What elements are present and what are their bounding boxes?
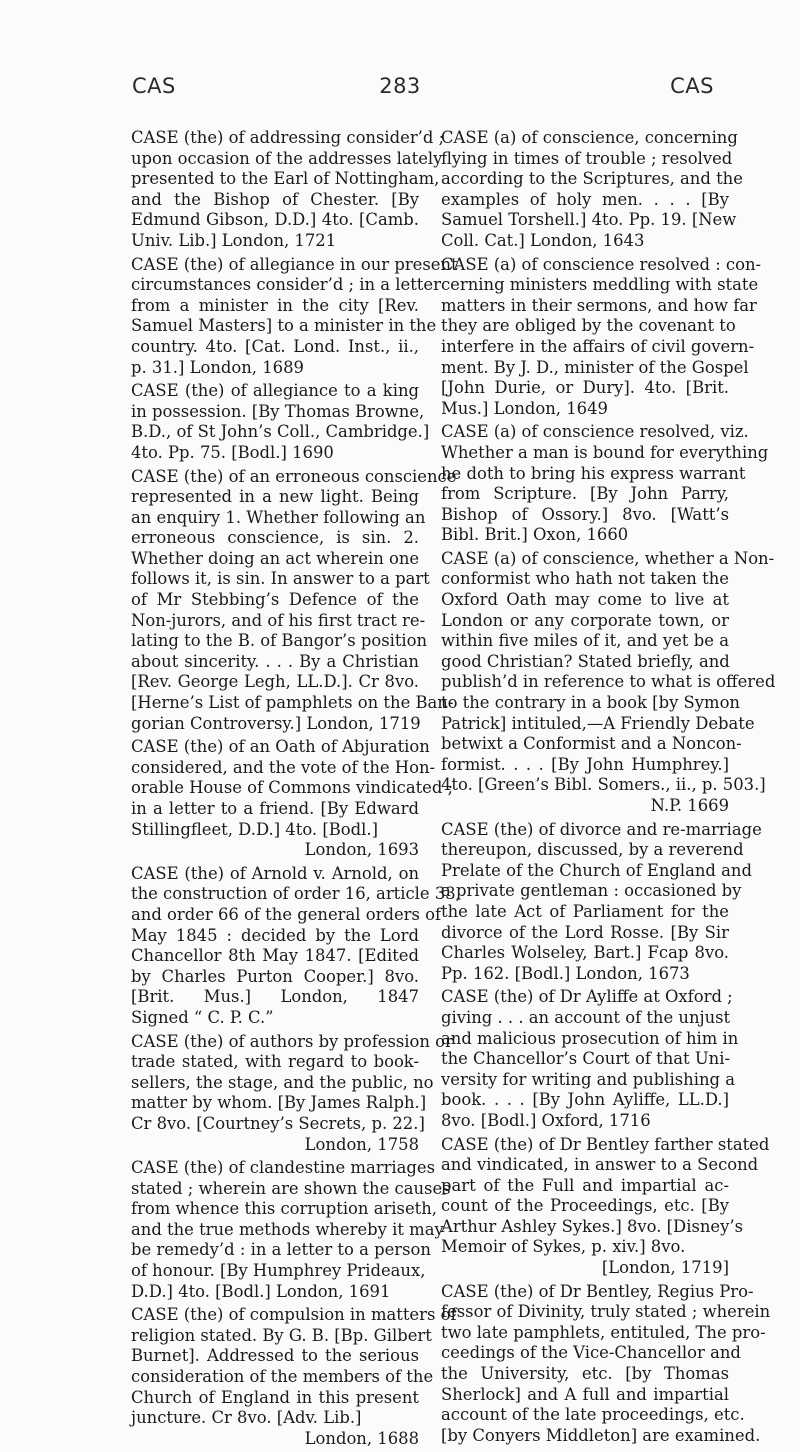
entry-line: conformist who hath not taken the — [441, 569, 729, 589]
entry-line: CASE (the) of Dr Ayliffe at Oxford ; — [441, 987, 733, 1007]
entry-line: Pp. 162. [Bodl.] London, 1673 — [441, 963, 690, 983]
entry-line: CASE (the) of clandestine marriages — [131, 1158, 436, 1178]
entry-line: represented in a new light. Being — [131, 487, 419, 507]
entry-line: Bibl. Brit.] Oxon, 1660 — [441, 525, 629, 545]
entry-line: religion stated. By G. B. [Bp. Gilbert — [131, 1325, 432, 1345]
entry-line: Patrick] intituled,—A Friendly Debate — [441, 713, 755, 733]
entry-line: presented to the Earl of Nottingham, — [131, 169, 440, 189]
bibliography-entry — [441, 1281, 771, 1447]
bibliography-entry — [131, 863, 461, 1029]
entry-line: by Charles Purton Cooper.] 8vo. — [131, 966, 419, 986]
entry-line: an enquiry 1. Whether following an — [131, 507, 426, 527]
entry-line: CASE (the) of Dr Bentley, Regius Pro- — [441, 1281, 754, 1301]
entry-line: D.D.] 4to. [Bodl.] London, 1691 — [131, 1281, 391, 1301]
entry-line: Non-jurors, and of his first tract re- — [131, 610, 426, 630]
entry-line: they are obliged by the covenant to — [441, 316, 736, 336]
entry-line: formist. . . . [By John Humphrey.] — [441, 754, 729, 774]
page-number: 283 — [379, 74, 421, 98]
entry-line: CASE (the) of Dr Bentley farther stated — [441, 1134, 770, 1154]
entry-line: he doth to bring his express warrant — [441, 463, 746, 483]
entry-line: ceedings of the Vice-Chancellor and — [441, 1343, 741, 1363]
entry-line: book. . . . [By John Ayliffe, LL.D.] — [441, 1090, 729, 1110]
entry-line: Samuel Torshell.] 4to. Pp. 19. [New — [441, 210, 737, 230]
entry-line: CASE (the) of allegiance in our present — [131, 254, 458, 274]
header-right-catchword: CAS — [670, 74, 714, 98]
entry-line: a private gentleman : occasioned by — [441, 881, 742, 901]
bibliography-entry — [131, 1305, 457, 1449]
entry-line: CASE (a) of conscience resolved : con- — [441, 254, 762, 274]
entry-line: Burnet]. Addressed to the serious — [131, 1346, 419, 1366]
entry-line: [Brit. Mus.] London, 1847 — [131, 987, 419, 1007]
entry-line: ment. By J. D., minister of the Gospel — [441, 357, 749, 377]
entry-line: London, 1693 — [304, 840, 419, 860]
entry-line: CASE (the) of compulsion in matters of — [131, 1305, 457, 1325]
entry-line: Memoir of Sykes, p. xiv.] 8vo. — [441, 1237, 686, 1257]
entry-line: Samuel Masters] to a minister in the — [131, 316, 437, 336]
entry-line: Oxford Oath may come to live at — [441, 590, 729, 610]
entry-line: considered, and the vote of the Hon- — [131, 757, 436, 777]
entry-line: matter by whom. [By James Ralph.] — [131, 1093, 427, 1113]
entry-line: two late pamphlets, entituled, The pro- — [441, 1322, 766, 1342]
entry-line: count of the Proceedings, etc. [By — [441, 1196, 729, 1216]
bibliography-entry — [131, 466, 457, 735]
entry-line: of Mr Stebbing’s Defence of the — [131, 590, 419, 610]
entry-line: 4to. Pp. 75. [Bodl.] 1690 — [131, 442, 334, 462]
entry-line: p. 31.] London, 1689 — [131, 357, 304, 377]
entry-line: London, 1758 — [304, 1134, 419, 1154]
entry-line: from whence this corruption ariseth, — [131, 1199, 438, 1219]
entry-line: 8vo. [Bodl.] Oxford, 1716 — [441, 1110, 651, 1130]
entry-line: [by Conyers Middleton] are examined. — [441, 1425, 761, 1445]
entry-line: and the true methods whereby it may — [131, 1219, 444, 1239]
entry-line: CASE (the) of an erroneous conscience — [131, 466, 457, 486]
entry-line: Univ. Lib.] London, 1721 — [131, 230, 337, 250]
entry-line: Sherlock] and A full and impartial — [441, 1384, 729, 1404]
entry-line: publish’d in reference to what is offered — [441, 672, 776, 692]
entry-line: account of the late proceedings, etc. — [441, 1405, 745, 1425]
entry-line: B.D., of St John’s Coll., Cambridge.] — [131, 422, 430, 442]
entry-line: London or any corporate town, or — [441, 610, 729, 630]
entry-line: [London, 1719] — [601, 1258, 729, 1278]
entry-line: the late Act of Parliament for the — [441, 901, 729, 921]
entry-line: [John Durie, or Dury]. 4to. [Brit. — [441, 378, 729, 398]
entry-line: of honour. [By Humphrey Prideaux, — [131, 1261, 426, 1281]
entry-line: interfere in the affairs of civil govern- — [441, 336, 755, 356]
entry-line: and vindicated, in answer to a Second — [441, 1155, 759, 1175]
bibliography-entry — [131, 737, 454, 861]
entry-line: orable House of Commons vindicated ; — [131, 778, 454, 798]
entry-line: the University, etc. [by Thomas — [441, 1364, 729, 1384]
entry-line: CASE (a) of conscience resolved, viz. — [441, 422, 749, 442]
entry-line: CASE (the) of divorce and re-marriage — [441, 819, 762, 839]
bibliography-entry — [131, 254, 458, 379]
entry-line: thereupon, discussed, by a reverend — [441, 840, 744, 860]
entry-line: Signed “ C. P. C.” — [131, 1007, 274, 1027]
entry-line: in possession. [By Thomas Browne, — [131, 401, 425, 421]
entry-line: from Scripture. [By John Parry, — [441, 484, 729, 504]
entry-line: trade stated, with regard to book- — [131, 1052, 419, 1072]
entry-line: CASE (the) of Arnold v. Arnold, on — [131, 863, 419, 883]
bibliography-entry — [131, 1031, 453, 1156]
entry-line: part of the Full and impartial ac- — [441, 1175, 729, 1195]
entry-line: and malicious prosecution of him in — [441, 1028, 739, 1048]
entry-line: 4to. [Green’s Bibl. Somers., ii., p. 503.] — [441, 775, 766, 795]
bibliography-entry — [441, 548, 776, 817]
entry-line: versity for writing and publishing a — [441, 1069, 735, 1089]
entry-line: from a minister in the city [Rev. — [131, 295, 419, 315]
entry-line: betwixt a Conformist and a Noncon- — [441, 734, 742, 754]
entry-line: CASE (the) of addressing consider’d ; — [131, 128, 445, 147]
entry-line: London, 1688 — [304, 1428, 419, 1448]
bibliography-entry — [131, 1158, 451, 1302]
running-head — [0, 74, 800, 104]
entry-line: circumstances consider’d ; in a letter — [131, 275, 441, 295]
bibliography-entry — [441, 987, 739, 1131]
entry-line: in a letter to a friend. [By Edward — [131, 799, 419, 818]
entry-line: Stillingfleet, D.D.] 4to. [Bodl.] — [131, 819, 378, 839]
entry-line: [Herne’s List of pamphlets on the Ban- — [131, 693, 454, 713]
entry-line: divorce of the Lord Rosse. [By Sir — [441, 922, 729, 942]
entry-line: cerning ministers meddling with state — [441, 275, 759, 295]
entry-line: Chancellor 8th May 1847. [Edited — [131, 946, 419, 966]
entry-line: follows it, is sin. In answer to a part — [131, 569, 430, 589]
entry-line: N.P. 1669 — [650, 796, 729, 815]
bibliography-entry — [131, 381, 430, 463]
entry-line: good Christian? Stated briefly, and — [441, 651, 730, 671]
entry-line: CASE (the) of an Oath of Abjuration — [131, 737, 430, 757]
entry-line: Whether doing an act wherein one — [131, 548, 420, 568]
entry-line: Mus.] London, 1649 — [441, 398, 608, 418]
entry-line: CASE (a) of conscience, concerning — [441, 128, 738, 147]
entry-line: [Rev. George Legh, LL.D.]. Cr 8vo. — [131, 672, 419, 692]
entry-line: lating to the B. of Bangor’s position — [131, 631, 428, 651]
entry-line: to the contrary in a book [by Symon — [441, 693, 740, 713]
entry-line: consideration of the members of the — [131, 1367, 434, 1387]
bibliography-entry — [131, 128, 445, 252]
right-column — [441, 128, 776, 1449]
entry-line: Church of England in this present — [131, 1387, 419, 1407]
bibliography-entry — [441, 128, 743, 252]
entry-line: examples of holy men. . . . [By — [441, 189, 729, 209]
entry-line: matters in their sermons, and how far — [441, 295, 757, 315]
entry-line: about sincerity. . . . By a Christian — [131, 651, 419, 671]
entry-line: and order 66 of the general orders of — [131, 904, 442, 924]
entry-line: Bishop of Ossory.] 8vo. [Watt’s — [441, 504, 729, 524]
entry-line: CASE (the) of authors by profession or — [131, 1031, 453, 1051]
entry-line: and the Bishop of Chester. [By — [131, 189, 419, 209]
entry-line: fessor of Divinity, truly stated ; wherein — [441, 1302, 771, 1322]
entry-line: sellers, the stage, and the public, no — [131, 1072, 434, 1092]
entry-line: Cr 8vo. [Courtney’s Secrets, p. 22.] — [131, 1113, 425, 1133]
entry-line: Edmund Gibson, D.D.] 4to. [Camb. — [131, 210, 419, 230]
entry-line: the construction of order 16, article 33, — [131, 884, 461, 904]
bibliography-entry — [441, 819, 762, 985]
entry-line: erroneous conscience, is sin. 2. — [131, 528, 419, 548]
entry-line: juncture. Cr 8vo. [Adv. Lib.] — [131, 1408, 362, 1428]
left-column — [131, 128, 461, 1452]
entry-line: gorian Controversy.] London, 1719 — [131, 713, 421, 733]
entry-line: upon occasion of the addresses lately — [131, 148, 443, 168]
bibliography-entry — [441, 254, 762, 420]
entry-line: Arthur Ashley Sykes.] 8vo. [Disney’s — [441, 1216, 743, 1236]
entry-line: CASE (a) of conscience, whether a Non- — [441, 548, 775, 568]
entry-line: giving . . . an account of the unjust — [441, 1007, 731, 1027]
entry-line: CASE (the) of allegiance to a king — [131, 381, 419, 401]
entry-line: the Chancellor’s Court of that Uni- — [441, 1049, 730, 1069]
entry-line: flying in times of trouble ; resolved — [441, 148, 733, 168]
entry-line: Prelate of the Church of England and — [441, 860, 752, 880]
entry-line: stated ; wherein are shown the causes — [131, 1178, 451, 1198]
entry-line: Whether a man is bound for everything — [441, 442, 769, 462]
entry-line: Coll. Cat.] London, 1643 — [441, 230, 645, 250]
entry-line: May 1845 : decided by the Lord — [131, 925, 419, 945]
header-left-catchword: CAS — [132, 74, 176, 98]
entry-line: within five miles of it, and yet be a — [441, 631, 729, 651]
bibliography-entry — [441, 1134, 770, 1279]
entry-line: Charles Wolseley, Bart.] Fcap 8vo. — [441, 943, 729, 963]
entry-line: country. 4to. [Cat. Lond. Inst., ii., — [131, 336, 419, 356]
bibliography-entry — [441, 422, 769, 546]
entry-line: according to the Scriptures, and the — [441, 169, 743, 189]
entry-line: be remedy’d : in a letter to a person — [131, 1240, 431, 1260]
